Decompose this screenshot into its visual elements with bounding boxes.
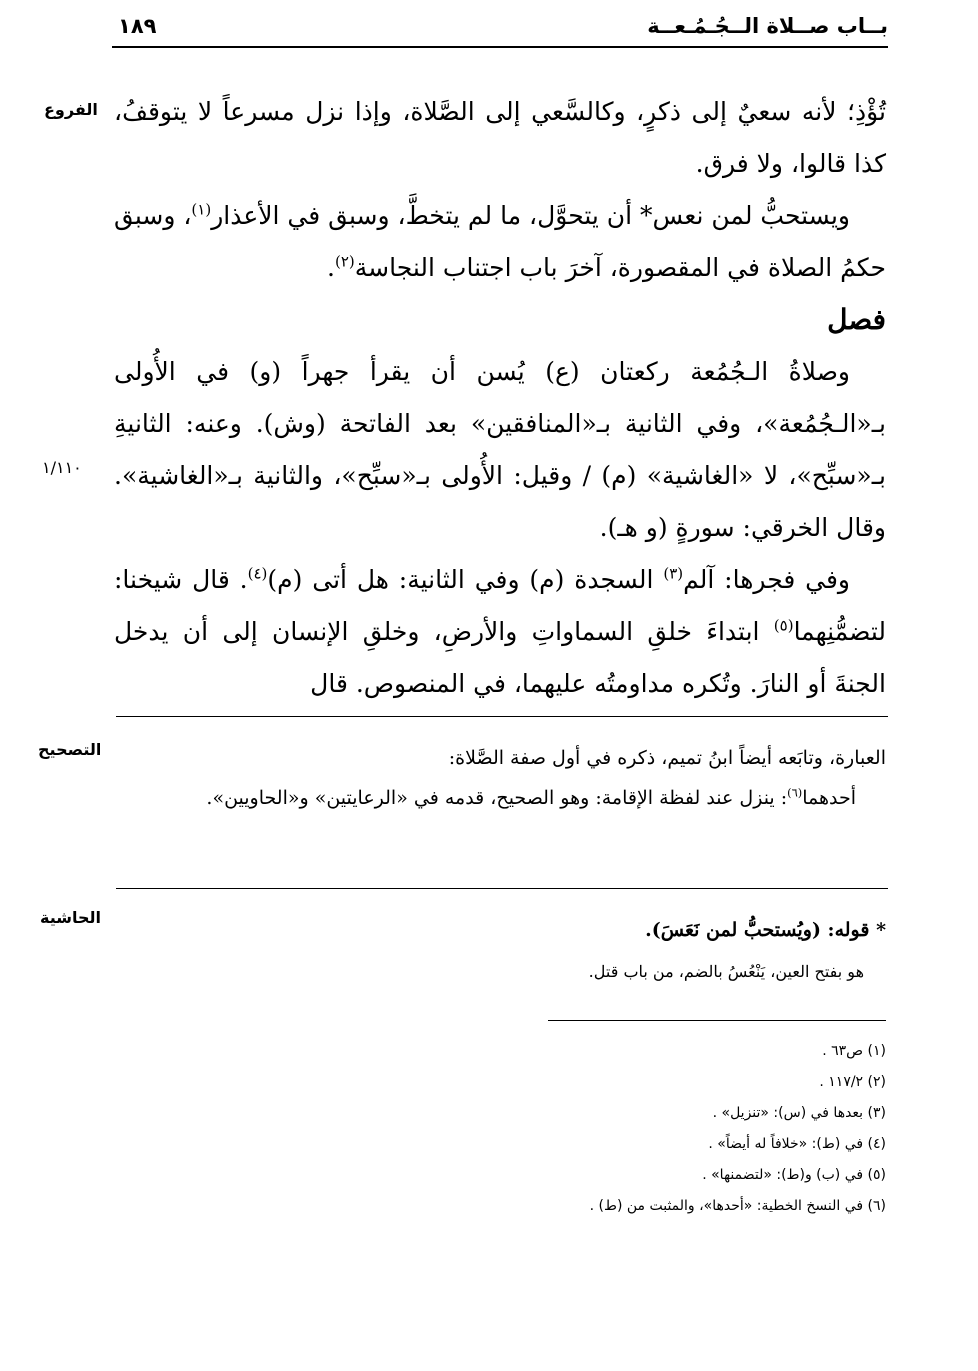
footnote-ref-4: (٤)	[247, 564, 268, 583]
paragraph-4-text-c: . قال شيخنا: لتضمُّنِهما	[114, 565, 886, 646]
tashih-divider	[116, 716, 888, 717]
footnote-5: (٥) في (ب) و(ط): «لتضمنها» .	[702, 1167, 886, 1183]
paragraph-2-text-b: ، وسبق حكمُ الصلاة في المقصورة، آخرَ باب اجتناب النجاسة	[113, 201, 886, 282]
hashiya-line-1: * قوله: (ويُستحبُّ لمن نَعَسَ).	[645, 919, 886, 941]
paragraph-3: وصلاةُ الـجُمُعة ركعتان (ع) يُسن أن يقرأ جهراً (و) في الأُولى بـ«الـجُمُعة»، وفي الثانية بـ«المنافقين» بعد الفاتحة (وش). وعنه: الثانيةِ بـ«سبِّح»، لا «الغاشية» (م) / وقيل: الأُولى بـ«سبِّح»، والثانية بـ«الغاشية». وقال الخرقي: سورةٍ (و هـ).	[114, 357, 886, 542]
footnote-ref-3: (٣)	[663, 564, 684, 583]
footnote-4: (٤) في (ط): «خلافاً له أيضاً» .	[708, 1136, 886, 1152]
chapter-title: بــاب صــلاة الــجُـمُـعــة	[647, 14, 888, 38]
footnotes	[466, 1036, 886, 1222]
tashih-text-a: أحدهما	[802, 787, 856, 809]
paragraph-2-text-a: ويستحبُّ لمن نعس* أن يتحوَّل، ما لم يتخطَّ، وسبق في الأعذار	[211, 201, 850, 230]
margin-label-tashih: التصحيح	[38, 740, 102, 759]
margin-label-furu: الفروع	[44, 100, 98, 119]
footnote-ref-2: (٢)	[334, 252, 355, 271]
section-heading: فصل	[827, 303, 886, 336]
tashih-line-1: العبارة، وتابَعه أيضاً ابنُ تميم، ذكره في أول صفة الصَّلاة:	[448, 747, 886, 769]
footnote-ref-1: (١)	[191, 200, 212, 219]
tashih-paragraph-2	[114, 778, 886, 818]
main-text	[114, 86, 886, 710]
hashiya-divider	[116, 888, 888, 889]
tashih-text-b: : ينزل عند لفظة الإقامة: وهو الصحيح، قدمه في «الرعايتين» و«الحاويين».	[206, 787, 788, 809]
footnote-ref-6: (٦)	[787, 785, 803, 800]
tashih-section	[114, 738, 886, 818]
page-number: ١٨٩	[118, 14, 157, 38]
paragraph-2-text-c: .	[327, 253, 335, 282]
paragraph-4-text-b: السجدة (م) وفي الثانية: هل أتى (م)	[267, 565, 664, 594]
hashiya-section	[114, 912, 886, 988]
paragraph-4-text-d: ابتداءَ خلقِ السماواتِ والأرضِ، وخلقِ الإنسان إلى أن يدخل الجنةَ أو النارَ. وتُكره مداومتُه عليهما، في المنصوص. قال	[114, 617, 886, 698]
hashiya-line-2: هو بفتح العين، يَنْعُسُ بالضم، من باب قتل.	[588, 962, 864, 981]
footnote-6: (٦) في النسخ الخطية: «أحدها»، والمثبت من (ط) .	[589, 1198, 886, 1214]
running-header	[118, 14, 888, 42]
paragraph-1: تُؤْذِ؛ لأنه سعيٌ إلى ذكرٍ، وكالسَّعي إلى الصَّلاة، وإذا نزل مسرعاً لا يتوقفُ، كذا قالوا، ولا فرق.	[114, 97, 886, 178]
margin-label-hashiya: الحاشية	[40, 908, 101, 927]
footnote-1: (١) ص٦٣ .	[822, 1043, 886, 1059]
header-divider	[112, 46, 888, 48]
margin-reference: ١/١١٠	[42, 458, 82, 477]
footnotes-divider	[548, 1020, 886, 1021]
footnote-ref-5: (٥)	[773, 616, 794, 635]
paragraph-2	[114, 190, 886, 294]
paragraph-4-text-a: وفي فجرها: آلم	[683, 565, 851, 594]
footnote-3: (٣) بعدها في (س): «تنزيل» .	[712, 1105, 886, 1121]
footnote-2: (٢) ١١٧/٢ .	[819, 1074, 886, 1090]
paragraph-4	[114, 554, 886, 710]
